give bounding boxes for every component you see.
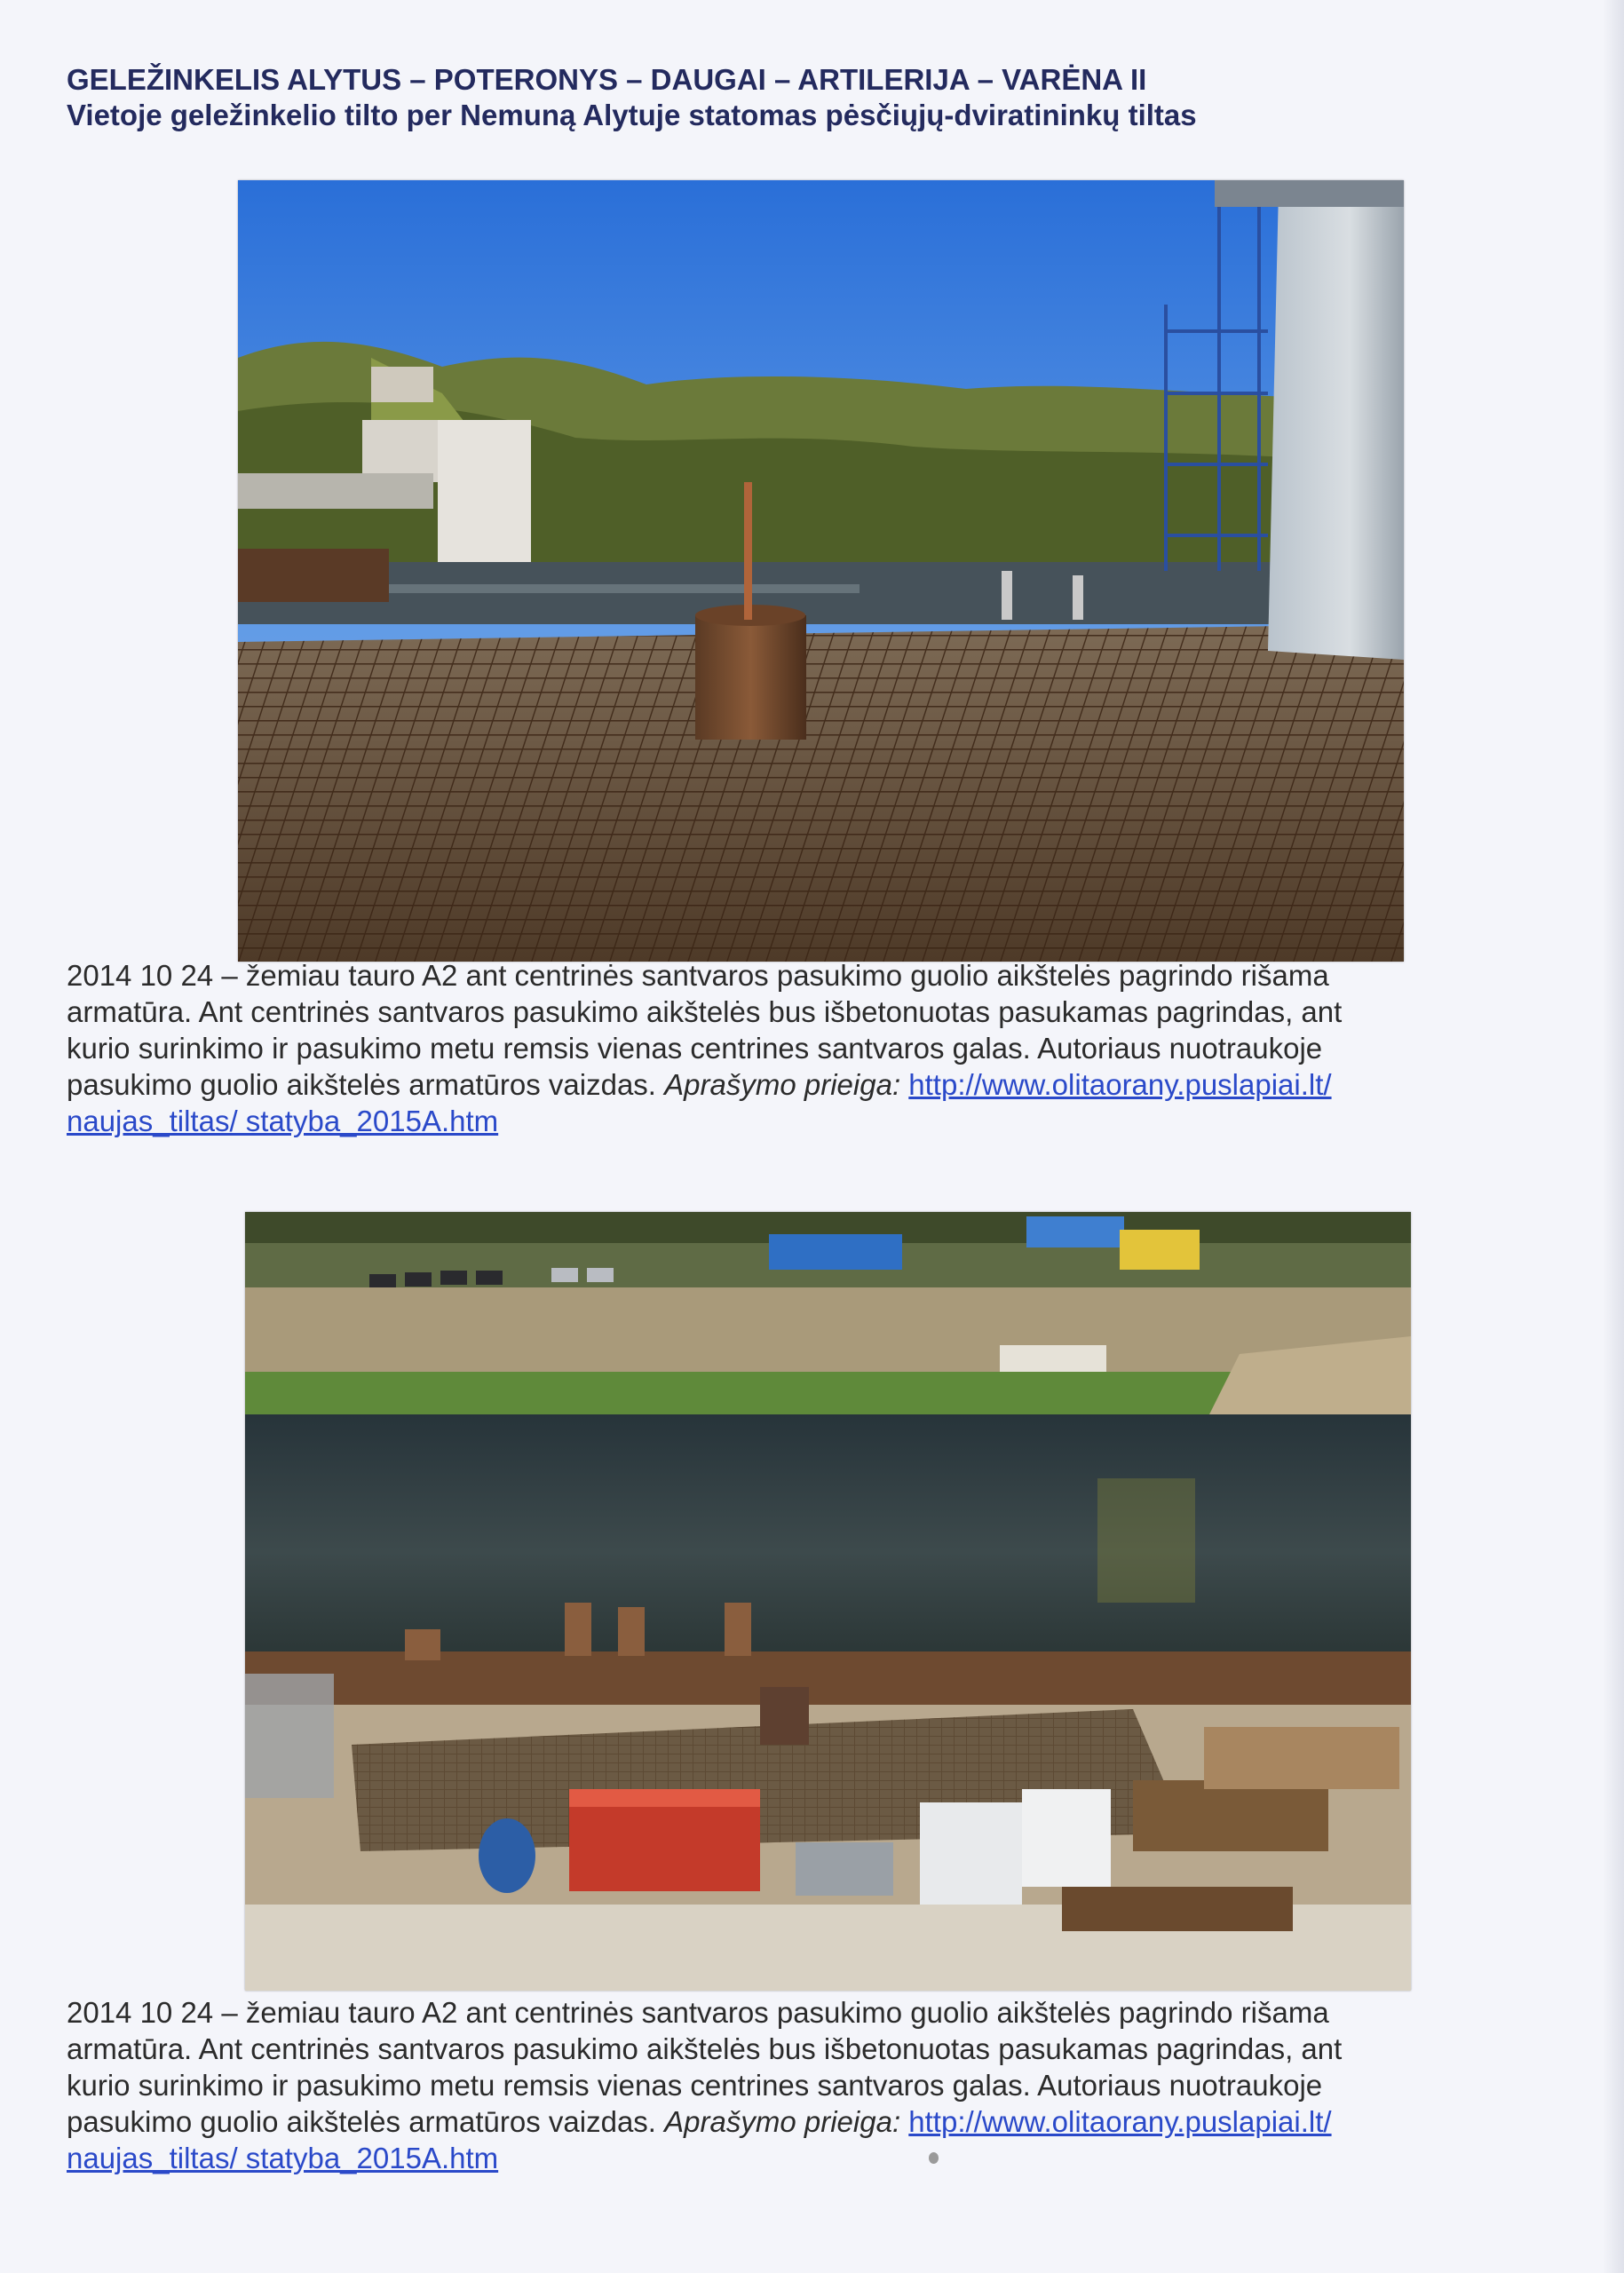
caption-line: armatūra. Ant centrinės santvaros pasukimo aikštelės bus išbetonuotas pasukamas pagrindas, ant [67,995,1343,1028]
source-link-continued[interactable]: naujas_tiltas/ statyba_2015A.htm [67,2142,499,2174]
caption-line [67,1066,1523,1103]
caption-line: armatūra. Ant centrinės santvaros pasukimo aikštelės bus išbetonuotas pasukamas pagrindas, ant [67,2032,1343,2065]
source-link-continued[interactable]: naujas_tiltas/ statyba_2015A.htm [67,1105,499,1137]
document-subtitle: Vietoje geležinkelio tilto per Nemuną Alytuje statomas pėsčiųjų-dviratininkų tiltas [67,99,1197,131]
caption-line: kurio surinkimo ir pasukimo metu remsis vienas centrines santvaros galas. Autoriaus nuotraukoje [67,1032,1323,1065]
source-link[interactable]: http://www.olitaorany.puslapiai.lt/ [908,2105,1332,2138]
caption-line [67,2140,1523,2176]
caption-line [67,2103,1523,2140]
document-header [67,62,1487,133]
caption-text: pasukimo guolio aikštelės armatūros vaizdas. [67,2105,656,2138]
source-label: Aprašymo prieiga: [664,2105,901,2138]
photo-construction-site-river-image [245,1212,1411,1991]
source-label: Aprašymo prieiga: [664,1068,901,1101]
page-edge-shadow [1603,0,1624,2273]
caption-text: pasukimo guolio aikštelės armatūros vaizdas. [67,1068,656,1101]
photo-caption-2 [67,1994,1523,2176]
document-title: GELEŽINKELIS ALYTUS – POTERONYS – DAUGAI – ARTILERIJA – VARĖNA II [67,63,1147,96]
scan-speck [929,2152,939,2164]
photo-rebar-platform-image [238,180,1404,962]
caption-line: kurio surinkimo ir pasukimo metu remsis vienas centrines santvaros galas. Autoriaus nuotraukoje [67,2069,1323,2102]
photo-construction-site-river [245,1212,1411,1991]
caption-line: 2014 10 24 – žemiau tauro A2 ant centrinės santvaros pasukimo guolio aikštelės pagrindo rišama [67,959,1329,992]
photo-rebar-platform [238,180,1404,962]
caption-line [67,1103,1523,1139]
source-link[interactable]: http://www.olitaorany.puslapiai.lt/ [908,1068,1332,1101]
photo-caption-1 [67,957,1523,1139]
caption-line: 2014 10 24 – žemiau tauro A2 ant centrinės santvaros pasukimo guolio aikštelės pagrindo rišama [67,1996,1329,2029]
